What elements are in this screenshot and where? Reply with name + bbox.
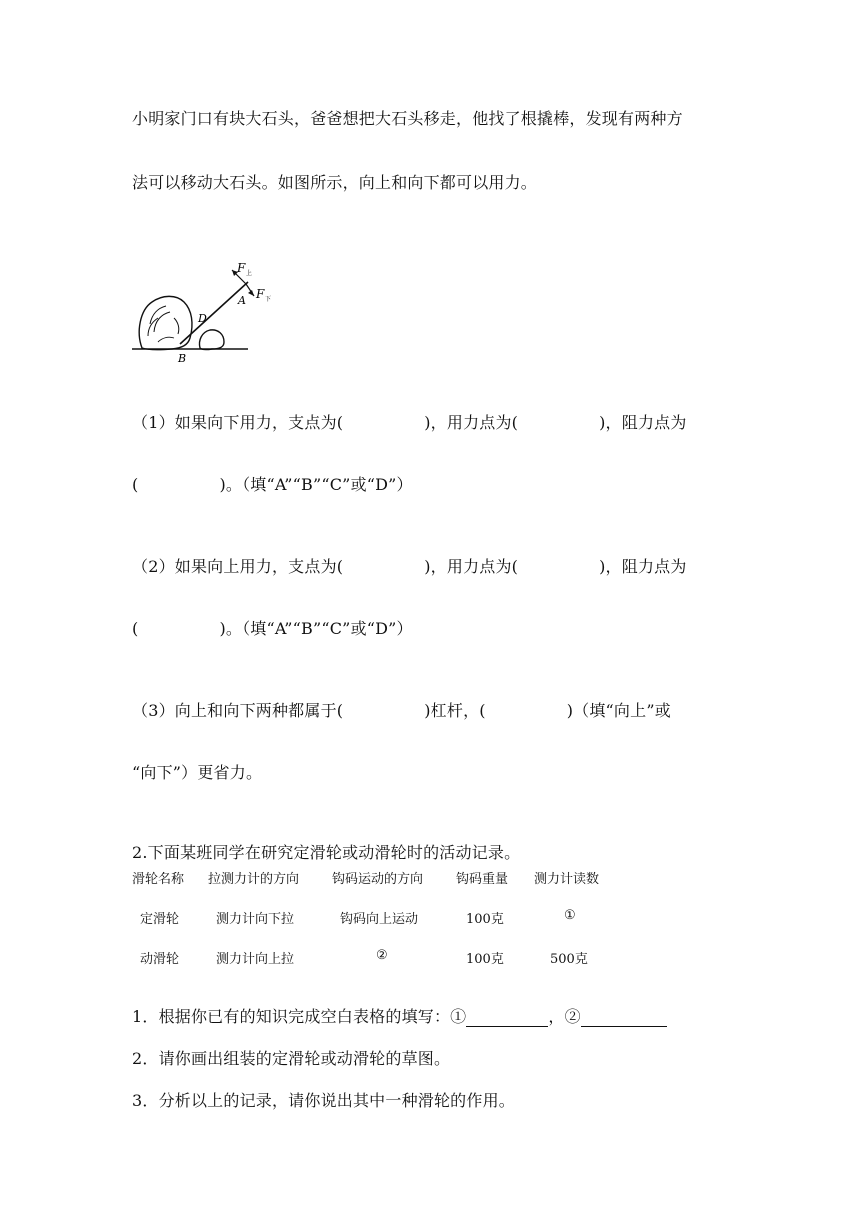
answer-blank-1[interactable] — [466, 1007, 548, 1027]
table-row-2-weight: 100克 — [466, 952, 504, 967]
intro-line-2: 法可以移动大石头。如图所示，向上和向下都可以用力。 — [132, 173, 538, 192]
lever-figure — [128, 262, 288, 366]
task-2: 2．请你画出组装的定滑轮或动滑轮的草图。 — [132, 1049, 451, 1068]
q2-line-2: ( )。（填“A”“B”“C”或“D”） — [132, 619, 413, 638]
task-1-separator: ，② — [548, 1007, 581, 1026]
label-f-up: F — [237, 262, 246, 275]
table-row-1-reading: ① — [564, 908, 576, 923]
table-header-pull-direction: 拉测力计的方向 — [208, 872, 300, 887]
big-rock — [139, 296, 192, 349]
table-row-1-weight: 100克 — [466, 912, 504, 927]
label-d: D — [198, 312, 207, 325]
table-header-reading: 测力计读数 — [534, 872, 600, 887]
section-2-title: 2.下面某班同学在研究定滑轮或动滑轮时的活动记录。 — [132, 843, 521, 862]
table-row-1-pull-direction: 测力计向下拉 — [216, 912, 295, 927]
table-row-2-weight-direction: ② — [376, 948, 388, 963]
label-f-up-sub: 上 — [246, 270, 253, 277]
label-b: B — [178, 352, 187, 365]
task-1-text: 1．根据你已有的知识完成空白表格的填写：① — [132, 1007, 467, 1026]
table-row-1-name: 定滑轮 — [140, 912, 180, 927]
task-3: 3．分析以上的记录，请你说出其中一种滑轮的作用。 — [132, 1091, 515, 1110]
table-header-weight-direction: 钩码运动的方向 — [332, 872, 424, 887]
table-row-1-weight-direction: 钩码向上运动 — [340, 912, 419, 927]
small-stone — [199, 330, 224, 350]
label-a: A — [238, 294, 246, 307]
task-1 — [132, 1004, 667, 1027]
label-f-down: F — [256, 287, 265, 301]
table-row-2-pull-direction: 测力计向上拉 — [216, 952, 295, 967]
q1-line-2: ( )。（填“A”“B”“C”或“D”） — [132, 475, 413, 494]
table-row-2-reading: 500克 — [550, 952, 588, 967]
q3-line-1: （3）向上和向下两种都属于( )杠杆，( )（填“向上”或 — [132, 701, 671, 720]
q2-line-1: （2）如果向上用力，支点为( )，用力点为( )，阻力点为 — [132, 557, 687, 576]
table-header-name: 滑轮名称 — [132, 872, 185, 887]
label-f-down-sub: 下 — [265, 296, 272, 303]
table-header-weight: 钩码重量 — [456, 872, 509, 887]
answer-blank-2[interactable] — [581, 1007, 667, 1027]
intro-line-1: 小明家门口有块大石头，爸爸想把大石头移走，他找了根撬棒，发现有两种方 — [132, 109, 683, 128]
q1-line-1: （1）如果向下用力，支点为( )，用力点为( )，阻力点为 — [132, 413, 687, 432]
lever-diagram-svg — [128, 262, 288, 366]
table-row-2-name: 动滑轮 — [140, 952, 180, 967]
q3-line-2: “向下”）更省力。 — [132, 763, 263, 782]
